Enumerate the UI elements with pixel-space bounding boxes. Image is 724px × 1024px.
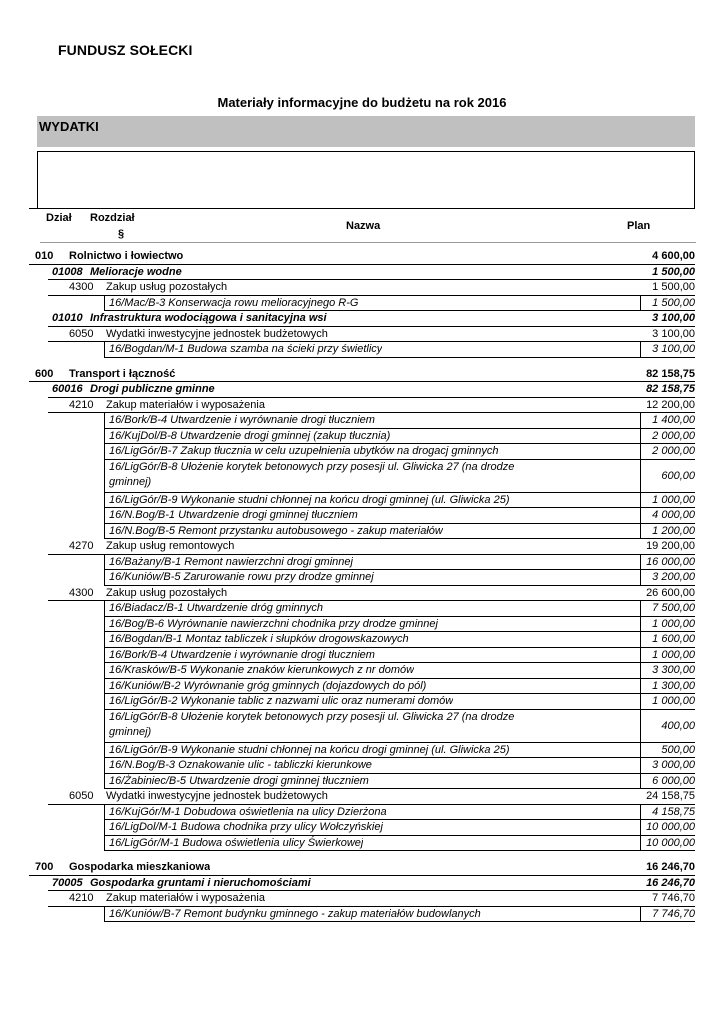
- cell-border: [640, 429, 641, 445]
- cell-border: [640, 460, 641, 493]
- row-plan: 1 000,00: [652, 648, 695, 661]
- row-plan: 24 158,75: [646, 790, 695, 802]
- row-name: Wydatki inwestycyjne jednostek budżetowych: [106, 327, 328, 340]
- cell-border: [104, 493, 105, 509]
- row-plan: 3 100,00: [652, 343, 695, 355]
- row-underline: [104, 850, 695, 851]
- table-row: [0, 539, 724, 555]
- table-row: [0, 398, 724, 414]
- row-name: Zakup usług remontowych: [106, 540, 235, 552]
- cell-border: [104, 444, 105, 460]
- row-code: 70005: [52, 876, 83, 889]
- row-plan: 12 200,00: [646, 398, 695, 411]
- row-plan: 16 246,70: [646, 861, 695, 873]
- table-row: [0, 524, 724, 540]
- spacer: [0, 851, 724, 860]
- cell-border: [640, 493, 641, 509]
- cell-border: [104, 805, 105, 821]
- row-plan: 3 200,00: [652, 571, 695, 583]
- table-row: [0, 586, 724, 602]
- cell-border: [640, 524, 641, 540]
- row-plan: 10 000,00: [646, 836, 695, 849]
- row-name: Rolnictwo i łowiectwo: [69, 250, 184, 262]
- table-row: [0, 663, 724, 679]
- cell-border: [104, 601, 105, 617]
- column-header-paragraf: §: [118, 228, 125, 240]
- row-name: 16/LigGór/B-9 Wykonanie studni chłonnej na końcu drogi gminnej (ul. Gliwicka 25): [109, 743, 510, 756]
- cell-border: [640, 413, 641, 429]
- row-name: Wydatki inwestycyjne jednostek budżetowych: [106, 790, 328, 802]
- cell-border: [104, 648, 105, 664]
- cell-border: [104, 836, 105, 852]
- row-plan: 600,00: [661, 469, 695, 482]
- table-row: [0, 296, 724, 312]
- table-row: [0, 342, 724, 358]
- cell-border: [104, 429, 105, 445]
- cell-border: [640, 820, 641, 836]
- cell-border: [104, 555, 105, 571]
- row-plan: 19 200,00: [646, 540, 695, 552]
- row-code: 60016: [52, 383, 83, 395]
- cell-border: [640, 617, 641, 633]
- cell-border: [640, 632, 641, 648]
- table-row: [0, 444, 724, 460]
- cell-border: [640, 601, 641, 617]
- cell-border: [104, 570, 105, 586]
- row-plan: 1 500,00: [652, 281, 695, 293]
- row-name: 16/LigGór/B-9 Wykonanie studni chłonnej na końcu drogi gminnej (ul. Gliwicka 25): [109, 493, 510, 506]
- row-code: 4210: [69, 398, 94, 411]
- row-underline: [104, 357, 695, 358]
- row-name: 16/Mac/B-3 Konserwacja rowu melioracyjnego R-G: [109, 296, 359, 309]
- table-row: [0, 805, 724, 821]
- row-plan: 7 746,70: [652, 907, 695, 920]
- cell-border: [640, 663, 641, 679]
- row-name: Drogi publiczne gminne: [90, 383, 215, 395]
- table-row: [0, 413, 724, 429]
- row-plan: 26 600,00: [646, 586, 695, 599]
- cell-border: [104, 820, 105, 836]
- row-name: 16/Kuniów/B-5 Zarurowanie rowu przy drodze gminnej: [109, 571, 374, 583]
- table-row: [0, 820, 724, 836]
- table-row: [0, 493, 724, 509]
- cell-border: [640, 555, 641, 571]
- row-plan: 1 400,00: [652, 414, 695, 426]
- table-row: [0, 280, 724, 296]
- cell-border: [104, 508, 105, 524]
- column-header-dzial: Dział: [46, 212, 72, 224]
- row-plan: 2 000,00: [652, 429, 695, 442]
- cell-border: [640, 710, 641, 743]
- row-code: 4300: [69, 281, 94, 293]
- row-name: 16/N.Bog/B-5 Remont przystanku autobusowego - zakup materiałów: [109, 524, 443, 537]
- row-code: 4300: [69, 586, 94, 599]
- table-row: [0, 694, 724, 710]
- cell-border: [640, 907, 641, 923]
- cell-border: [640, 679, 641, 695]
- table-row: [0, 710, 724, 743]
- table-row: [0, 758, 724, 774]
- row-name: Zakup usług pozostałych: [106, 586, 228, 599]
- row-plan: 4 000,00: [652, 509, 695, 521]
- row-name: 16/Bork/B-4 Utwardzenie i wyrównanie drogi tłuczniem: [109, 648, 375, 661]
- row-plan: 3 100,00: [652, 327, 695, 340]
- row-name: 16/Kuniów/B-7 Remont budynku gminnego - zakup materiałów budowlanych: [109, 907, 481, 920]
- row-name: Infrastruktura wodociągowa i sanitacyjna wsi: [90, 312, 327, 324]
- row-plan: 7 500,00: [652, 602, 695, 614]
- row-plan: 16 246,70: [646, 876, 695, 889]
- row-name: Melioracje wodne: [90, 265, 182, 278]
- row-plan: 1 000,00: [652, 493, 695, 506]
- table-row: [0, 601, 724, 617]
- row-code: 01008: [52, 265, 83, 278]
- row-name: 16/Biadacz/B-1 Utwardzenie dróg gminnych: [109, 602, 324, 614]
- row-plan: 1 200,00: [652, 524, 695, 537]
- column-header-plan: Plan: [627, 220, 651, 232]
- row-name: 16/KujGór/M-1 Dobudowa oświetlenia na ulicy Dzierżona: [109, 805, 387, 818]
- cell-border: [640, 508, 641, 524]
- row-name: Zakup materiałów i wyposażenia: [106, 892, 265, 904]
- row-plan: 1 300,00: [652, 679, 695, 692]
- row-plan: 2 000,00: [652, 445, 695, 457]
- row-plan: 1 000,00: [652, 695, 695, 707]
- row-name: 16/Bażany/B-1 Remont nawierzchni drogi gminnej: [109, 555, 353, 568]
- table-row: [0, 891, 724, 907]
- cell-border: [104, 694, 105, 710]
- table-row: [0, 743, 724, 759]
- table-row: [0, 617, 724, 633]
- row-plan: 7 746,70: [652, 892, 695, 904]
- cell-border: [104, 617, 105, 633]
- divider: [29, 208, 695, 209]
- cell-border: [640, 758, 641, 774]
- cell-border: [104, 758, 105, 774]
- row-name: 16/Krasków/B-5 Wykonanie znaków kierunkowych z nr domów: [109, 664, 415, 676]
- row-plan: 1 500,00: [652, 265, 695, 278]
- table-row: [0, 249, 724, 265]
- section-title: WYDATKI: [39, 119, 99, 134]
- row-plan: 1 000,00: [652, 617, 695, 630]
- table-row: [0, 508, 724, 524]
- row-name: 16/Bogdan/M-1 Budowa szamba na ścieki przy świetlicy: [109, 343, 383, 355]
- cell-border: [104, 743, 105, 759]
- row-name: Zakup materiałów i wyposażenia: [106, 398, 265, 411]
- row-name: 16/LigGór/B-8 Ułożenie korytek betonowych przy posesji ul. Gliwicka 27 (na drodze gminnej): [109, 710, 515, 738]
- table-row: [0, 836, 724, 852]
- table-row: [0, 327, 724, 343]
- row-plan: 4 158,75: [652, 805, 695, 818]
- row-plan: 400,00: [661, 719, 695, 732]
- cell-border: [640, 648, 641, 664]
- row-name: Transport i łączność: [69, 367, 176, 380]
- budget-table: [0, 249, 724, 922]
- table-row: [0, 367, 724, 383]
- row-name: 16/Bog/B-6 Wyrównanie nawierzchni chodnika przy drodze gminnej: [109, 617, 438, 630]
- cell-border: [640, 805, 641, 821]
- row-name: 16/LigDol/M-1 Budowa chodnika przy ulicy Wołczyńskiej: [109, 821, 383, 833]
- row-plan: 6 000,00: [652, 774, 695, 787]
- row-plan: 82 158,75: [646, 383, 695, 395]
- table-row: [0, 876, 724, 892]
- row-code: 6050: [69, 327, 94, 340]
- cell-border: [640, 694, 641, 710]
- row-code: 600: [35, 367, 54, 380]
- row-plan: 16 000,00: [646, 555, 695, 568]
- blank-box: [37, 151, 695, 209]
- row-name: Gospodarka gruntami i nieruchomościami: [90, 876, 311, 889]
- cell-border: [104, 460, 105, 493]
- fund-title: FUNDUSZ SOŁECKI: [58, 42, 193, 58]
- row-plan: 10 000,00: [646, 821, 695, 833]
- cell-border: [104, 342, 105, 358]
- row-plan: 4 600,00: [652, 250, 695, 262]
- cell-border: [640, 296, 641, 312]
- table-row: [0, 860, 724, 876]
- table-row: [0, 265, 724, 281]
- table-row: [0, 907, 724, 923]
- row-name: Zakup usług pozostałych: [106, 281, 228, 293]
- row-plan: 1 600,00: [652, 633, 695, 645]
- row-name: 16/LigGór/B-8 Ułożenie korytek betonowych przy posesji ul. Gliwicka 27 (na drodze gminnej): [109, 460, 515, 488]
- row-name: Gospodarka mieszkaniowa: [69, 861, 211, 873]
- row-name: 16/LigGór/B-7 Zakup tłucznia w celu uzupełnienia ubytków na drogacj gminnych: [109, 445, 499, 457]
- cell-border: [104, 774, 105, 790]
- row-name: 16/KujDol/B-8 Utwardzenie drogi gminnej (zakup tłucznia): [109, 429, 391, 442]
- row-name: 16/LigGór/B-2 Wykonanie tablic z nazwami ulic oraz numerami domów: [109, 695, 454, 707]
- cell-border: [104, 632, 105, 648]
- cell-border: [104, 413, 105, 429]
- cell-border: [640, 342, 641, 358]
- cell-border: [104, 710, 105, 743]
- row-code: 4210: [69, 892, 94, 904]
- table-row: [0, 382, 724, 398]
- cell-border: [640, 836, 641, 852]
- row-code: 6050: [69, 790, 94, 802]
- cell-border: [640, 444, 641, 460]
- row-plan: 1 500,00: [652, 296, 695, 309]
- row-name: 16/N.Bog/B-3 Oznakowanie ulic - tabliczki kierunkowe: [109, 759, 372, 771]
- row-plan: 3 300,00: [652, 664, 695, 676]
- row-name: 16/Kuniów/B-2 Wyrównanie gróg gminnych (dojazdowych do pól): [109, 679, 427, 692]
- row-name: 16/N.Bog/B-1 Utwardzenie drogi gminnej tłuczniem: [109, 509, 358, 521]
- table-row: [0, 632, 724, 648]
- column-header-rozdzial: Rozdział: [90, 212, 135, 224]
- spacer: [0, 358, 724, 367]
- cell-border: [104, 907, 105, 923]
- cell-border: [640, 774, 641, 790]
- table-row: [0, 648, 724, 664]
- cell-border: [640, 743, 641, 759]
- row-name: 16/Żabiniec/B-5 Utwardzenie drogi gminnej tłuczniem: [109, 774, 369, 787]
- row-plan: 3 100,00: [652, 312, 695, 324]
- header-divider: [40, 242, 696, 243]
- row-underline: [104, 921, 695, 922]
- cell-border: [104, 679, 105, 695]
- table-row: [0, 460, 724, 493]
- row-name: 16/Bogdan/B-1 Montaz tabliczek i słupków drogowskazowych: [109, 633, 409, 645]
- table-row: [0, 774, 724, 790]
- cell-border: [104, 663, 105, 679]
- table-row: [0, 555, 724, 571]
- row-name: 16/Bork/B-4 Utwardzenie i wyrównanie drogi tłucznie​m: [109, 414, 375, 426]
- cell-border: [104, 296, 105, 312]
- document-title: Materiały informacyjne do budżetu na rok 2016: [217, 95, 507, 110]
- table-row: [0, 789, 724, 805]
- row-code: 01010: [52, 312, 83, 324]
- cell-border: [640, 570, 641, 586]
- cell-border: [104, 524, 105, 540]
- table-row: [0, 429, 724, 445]
- column-header-nazwa: Nazwa: [346, 220, 381, 232]
- row-plan: 3 000,00: [652, 759, 695, 771]
- row-plan: 500,00: [661, 743, 695, 756]
- table-row: [0, 679, 724, 695]
- row-name: 16/LigGór/M-1 Budowa oświetlenia ulicy Świerkowej: [109, 836, 364, 849]
- row-code: 010: [35, 250, 54, 262]
- table-row: [0, 311, 724, 327]
- section-bar: [37, 116, 695, 147]
- row-plan: 82 158,75: [646, 367, 695, 380]
- row-code: 700: [35, 861, 54, 873]
- table-row: [0, 570, 724, 586]
- row-code: 4270: [69, 540, 94, 552]
